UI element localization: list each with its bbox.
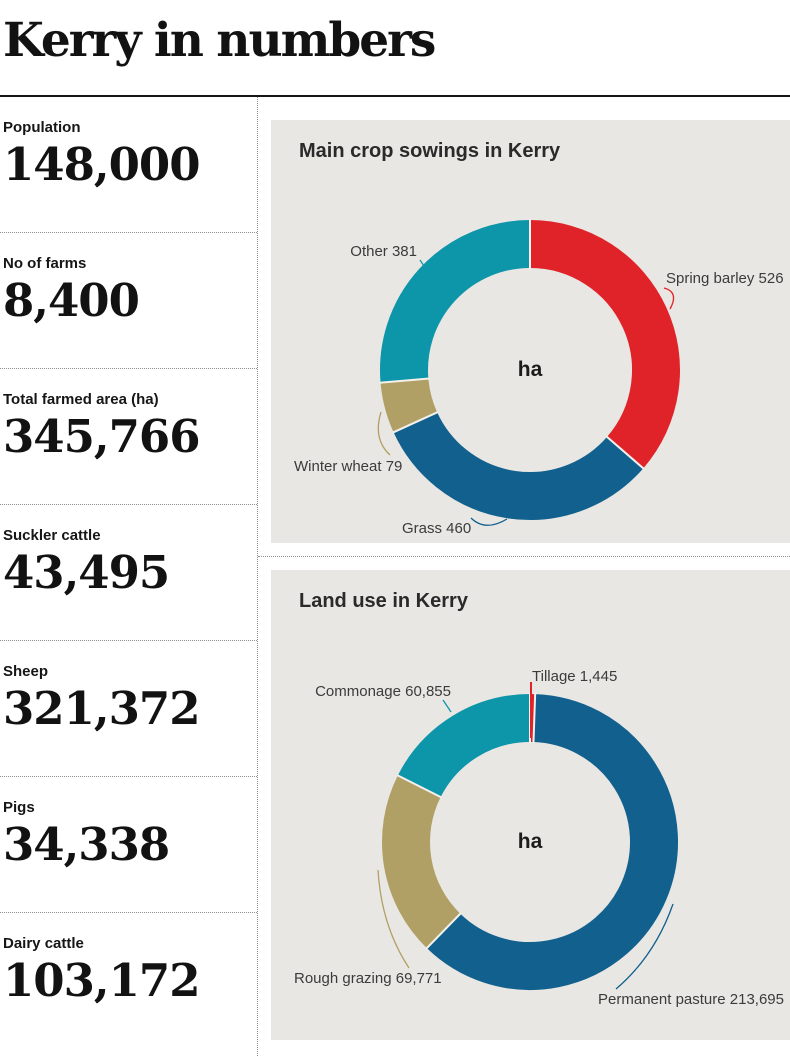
stat-value: 8,400 (3, 274, 139, 327)
slice-label-grass: Grass 460 (402, 520, 472, 537)
content (0, 97, 790, 1056)
stat-label: Suckler cattle (3, 527, 101, 544)
stat-label: Pigs (3, 799, 35, 816)
donut-center-unit: ha (517, 830, 543, 853)
masthead (0, 0, 790, 97)
stat-farms (0, 233, 257, 369)
stat-value: 345,766 (3, 410, 200, 463)
stat-suckler-cattle (0, 505, 257, 641)
dotted-rule (258, 556, 790, 557)
stat-farmed-area (0, 369, 257, 505)
stat-dairy-cattle (0, 913, 257, 1049)
donut-slice-winter-wheat (404, 381, 415, 423)
slice-label-tillage: Tillage 1,445 (532, 668, 618, 685)
stat-label: Total farmed area (ha) (3, 391, 159, 408)
slice-label-permanent-pasture: Permanent pasture 213,695 (598, 991, 784, 1008)
slice-label-winter-wheat: Winter wheat 79 (294, 458, 403, 475)
stat-value: 103,172 (3, 954, 200, 1007)
chart-title: Land use in Kerry (299, 590, 468, 612)
land-use-panel (271, 570, 790, 1040)
stat-value: 34,338 (3, 818, 170, 871)
slice-label-other: Other 381 (350, 243, 417, 260)
leader-line (471, 518, 507, 525)
donut-slice-spring-barley (530, 244, 656, 453)
charts-column (258, 97, 790, 1056)
stat-population (0, 97, 257, 233)
donut-slice-grass (415, 422, 625, 496)
crop-sowings-panel (271, 120, 790, 543)
page-title: Kerry in numbers (3, 13, 435, 68)
stat-sheep (0, 641, 257, 777)
stat-value: 148,000 (3, 138, 200, 191)
leader-line (443, 700, 451, 712)
donut-center-unit: ha (517, 358, 543, 381)
stat-pigs (0, 777, 257, 913)
stat-value: 43,495 (3, 546, 170, 599)
slice-label-rough-grazing: Rough grazing 69,771 (294, 970, 442, 987)
slice-label-spring-barley: Spring barley 526 (666, 270, 784, 287)
stat-label: Population (3, 119, 81, 136)
stat-label: Sheep (3, 663, 49, 680)
stat-value: 321,372 (3, 682, 200, 735)
stat-label: No of farms (3, 255, 87, 272)
chart-title: Main crop sowings in Kerry (299, 140, 561, 162)
slice-label-commonage: Commonage 60,855 (315, 683, 451, 700)
donut-chart (271, 120, 789, 543)
donut-slice-commonage (419, 718, 530, 786)
stat-label: Dairy cattle (3, 935, 84, 952)
donut-slice-rough-grazing (406, 786, 444, 931)
panel-divider (258, 543, 790, 570)
stats-column (0, 97, 258, 1056)
